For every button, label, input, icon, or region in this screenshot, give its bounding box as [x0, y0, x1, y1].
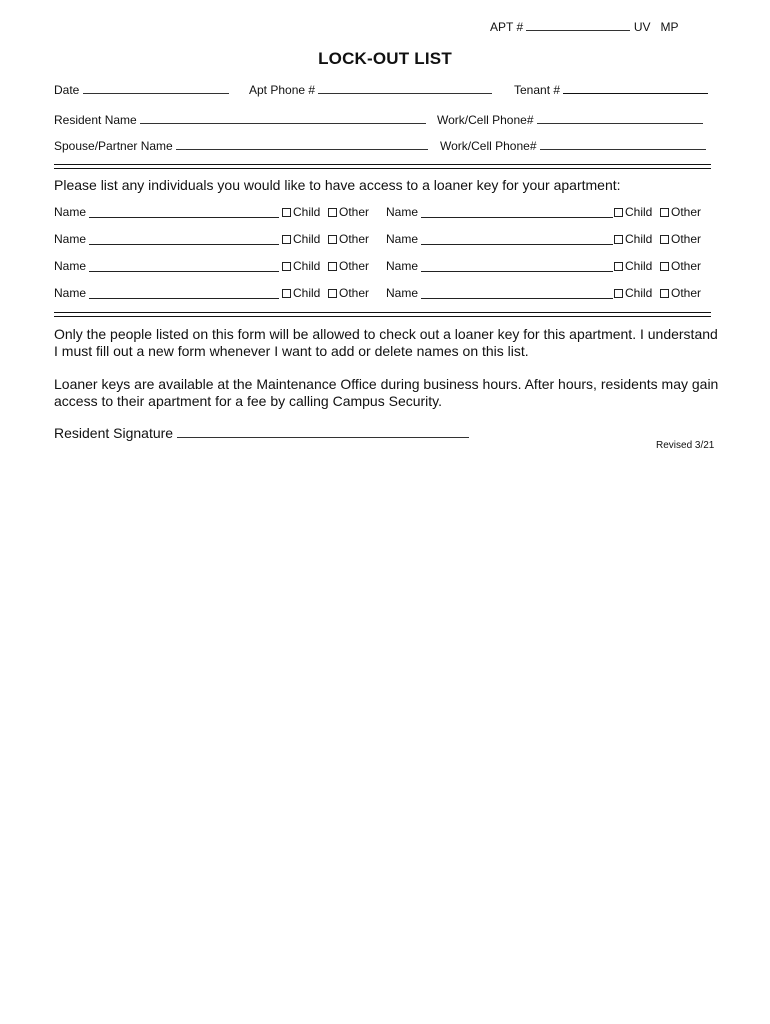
other-label: Other: [671, 205, 702, 219]
other-checkbox[interactable]: [660, 262, 669, 271]
work-cell-2-group: [440, 138, 706, 153]
other-checkbox[interactable]: [660, 208, 669, 217]
child-label: Child: [293, 286, 321, 300]
resident-name-group: [54, 112, 426, 127]
other-checkbox[interactable]: [328, 235, 337, 244]
name-row: [54, 259, 384, 275]
child-label: Child: [625, 205, 653, 219]
other-checkbox[interactable]: [328, 289, 337, 298]
name-row: [386, 232, 716, 248]
spouse-name-field[interactable]: [176, 138, 428, 150]
child-label: Child: [293, 205, 321, 219]
other-label: Other: [671, 232, 702, 246]
work-cell-1-label: Work/Cell Phone#: [437, 113, 534, 127]
other-label: Other: [339, 232, 370, 246]
child-label: Child: [293, 259, 321, 273]
policy-paragraph: Only the people listed on this form will be allowed to check out a loaner key for this apartment. I understand I must fill out a new form whenever I want to add or delete names on this list.: [54, 326, 718, 359]
name-row: [54, 205, 384, 221]
work-cell-1-field[interactable]: [537, 112, 703, 124]
child-checkbox[interactable]: [282, 289, 291, 298]
resident-name-field[interactable]: [140, 112, 426, 124]
name-label: Name: [54, 205, 87, 219]
work-cell-2-field[interactable]: [540, 138, 706, 150]
name-field[interactable]: [421, 244, 613, 245]
loaner-info-paragraph: Loaner keys are available at the Maintenance Office during business hours. After hours, residents may gain access to their apartment for a fee by calling Campus Security.: [54, 376, 719, 409]
name-field[interactable]: [421, 217, 613, 218]
signature-group: [54, 424, 469, 441]
divider: [54, 316, 711, 317]
work-cell-2-label: Work/Cell Phone#: [440, 139, 537, 153]
name-label: Name: [386, 259, 419, 273]
name-label: Name: [54, 259, 87, 273]
name-row: [386, 205, 716, 221]
apt-header: [490, 19, 679, 34]
instructions-text: Please list any individuals you would like to have access to a loaner key for your apartment:: [54, 177, 621, 193]
child-label: Child: [293, 232, 321, 246]
tenant-field[interactable]: [563, 82, 708, 94]
name-field[interactable]: [421, 298, 613, 299]
divider: [54, 312, 711, 313]
name-label: Name: [386, 232, 419, 246]
name-row: [54, 286, 384, 302]
name-field[interactable]: [421, 271, 613, 272]
date-field[interactable]: [83, 82, 229, 94]
child-label: Child: [625, 286, 653, 300]
name-label: Name: [386, 286, 419, 300]
name-row: [386, 259, 716, 275]
apt-label: APT #: [490, 20, 524, 34]
name-field[interactable]: [89, 217, 279, 218]
apt-phone-label: Apt Phone #: [249, 83, 316, 97]
child-label: Child: [625, 232, 653, 246]
other-label: Other: [339, 259, 370, 273]
child-checkbox[interactable]: [282, 208, 291, 217]
other-checkbox[interactable]: [328, 262, 337, 271]
other-label: Other: [339, 286, 370, 300]
date-label: Date: [54, 83, 80, 97]
other-label: Other: [671, 286, 702, 300]
work-cell-1-group: [437, 112, 703, 127]
uv-label: UV: [633, 20, 651, 34]
divider: [54, 168, 711, 169]
child-checkbox[interactable]: [614, 235, 623, 244]
apt-phone-field-group: [249, 82, 492, 97]
signature-label: Resident Signature: [54, 425, 174, 441]
spouse-name-group: [54, 138, 428, 153]
apt-phone-field[interactable]: [318, 82, 492, 94]
mp-label: MP: [660, 20, 679, 34]
other-checkbox[interactable]: [660, 235, 669, 244]
name-field[interactable]: [89, 271, 279, 272]
child-label: Child: [625, 259, 653, 273]
name-label: Name: [54, 286, 87, 300]
other-checkbox[interactable]: [328, 208, 337, 217]
tenant-field-group: [514, 82, 708, 97]
divider: [54, 164, 711, 165]
name-row: [386, 286, 716, 302]
revised-note: Revised 3/21: [656, 440, 715, 451]
name-label: Name: [54, 232, 87, 246]
child-checkbox[interactable]: [614, 289, 623, 298]
date-field-group: [54, 82, 229, 97]
name-field[interactable]: [89, 298, 279, 299]
name-field[interactable]: [89, 244, 279, 245]
apt-field[interactable]: [526, 19, 630, 31]
page-title: LOCK-OUT LIST: [318, 49, 452, 68]
child-checkbox[interactable]: [614, 262, 623, 271]
other-checkbox[interactable]: [660, 289, 669, 298]
name-row: [54, 232, 384, 248]
name-label: Name: [386, 205, 419, 219]
other-label: Other: [671, 259, 702, 273]
signature-field[interactable]: [177, 424, 469, 438]
child-checkbox[interactable]: [282, 235, 291, 244]
resident-name-label: Resident Name: [54, 113, 137, 127]
spouse-name-label: Spouse/Partner Name: [54, 139, 173, 153]
child-checkbox[interactable]: [282, 262, 291, 271]
tenant-label: Tenant #: [514, 83, 561, 97]
child-checkbox[interactable]: [614, 208, 623, 217]
other-label: Other: [339, 205, 370, 219]
